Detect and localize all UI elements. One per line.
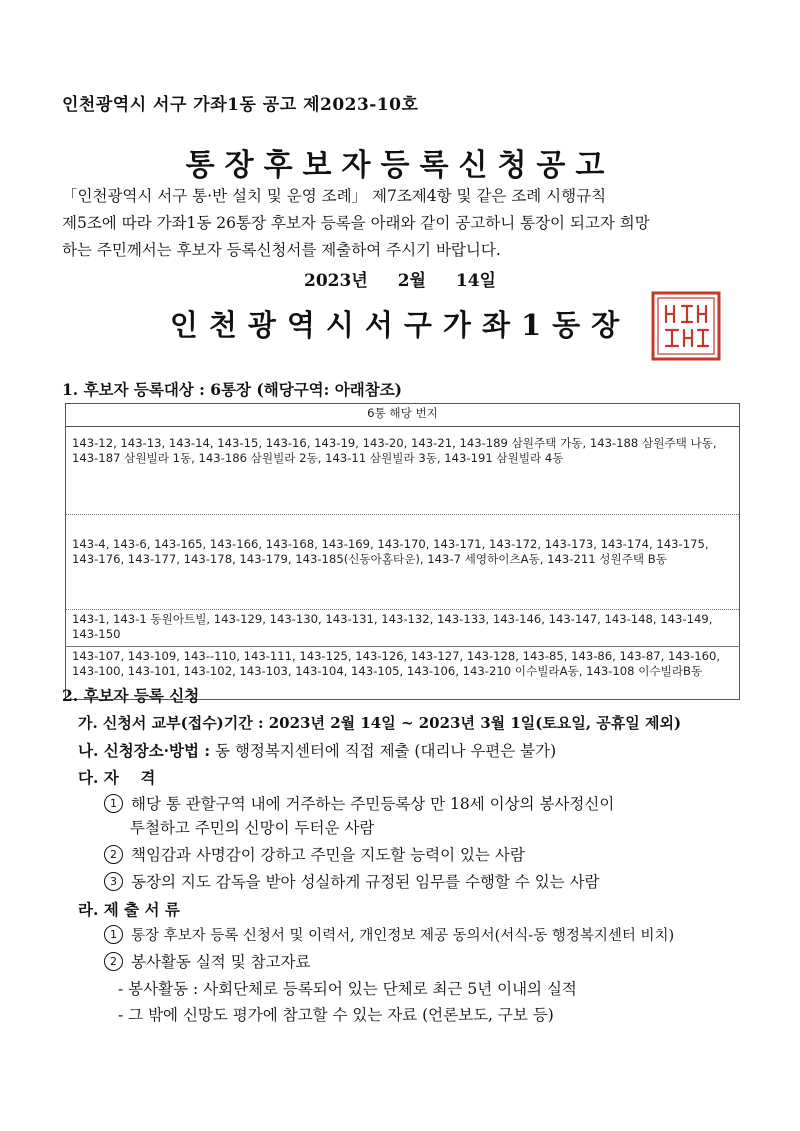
- document-text: 통장 후보자 등록 신청서 및 이력서, 개인정보 제공 동의서(서식-동 행정복지센터 비치): [131, 928, 675, 944]
- date-month: 2월: [397, 271, 426, 291]
- qualification-item: [104, 843, 525, 865]
- qualification-text: 동장의 지도 감독을 받아 성실하게 규정된 임무를 수행할 수 있는 사람: [131, 873, 600, 891]
- qualification-item: [104, 870, 600, 892]
- intro-line: 「인천광역시 서구 통·반 설치 및 운영 조례」 제7조제4항 및 같은 조례 시행규칙: [62, 187, 607, 205]
- area-table: [65, 403, 740, 700]
- document-subitem: - 봉사활동 : 사회단체로 등록되어 있는 단체로 최근 5년 이내의 실적: [118, 980, 577, 998]
- table-cell: 143-12, 143-13, 143-14, 143-15, 143-16, 143-19, 143-20, 143-21, 143-189 삼원주택 가동, 143-188 삼원주택 나동, 143-187 삼원빌라 1동, 143-186 삼원빌라 2동, 143-11 삼원빌라 3동, 143-191 삼원빌라 4동: [72, 436, 717, 465]
- intro-line: 하는 주민께서는 후보자 등록신청서를 제출하여 주시기 바랍니다.: [62, 241, 501, 259]
- table-cell: 143-4, 143-6, 143-165, 143-166, 143-168, 143-169, 143-170, 143-171, 143-172, 143-173, 143-174, 143-175, 143-176, 143-177, 143-178, 143-179, 143-185(신동아홈타운), 143-7 세영하이츠A동, 143-211 성원주택 B동: [66, 515, 740, 610]
- qualification-text: 책임감과 사명감이 강하고 주민을 지도할 능력이 있는 사람: [131, 846, 525, 864]
- document-subitem: - 그 밖에 신망도 평가에 참고할 수 있는 자료 (언론보도, 구보 등): [118, 1006, 554, 1024]
- table-cell: 143-107, 143-109, 143--110, 143-111, 143-125, 143-126, 143-127, 143-128, 143-85, 143-86, 143-87, 143-160, 143-100, 143-101, 143-102, 143-103, 143-104, 143-105, 143-106, 143-210 이수빌라A동, 143-108 이수빌라B동: [66, 647, 740, 700]
- notice-date: [0, 266, 800, 291]
- intro-paragraph: [62, 183, 762, 264]
- qualification-item: [104, 792, 614, 814]
- section1-heading: 1. 후보자 등록대상 : 6통장 (해당구역: 아래참조): [62, 380, 402, 399]
- date-year: 2023년: [304, 271, 368, 291]
- qualification-text: 해당 통 관할구역 내에 거주하는 주민등록상 만 18세 이상의 봉사정신이: [131, 795, 615, 813]
- official-seal-icon: [650, 290, 722, 362]
- intro-line: 제5조에 따라 가좌1동 26통장 후보자 등록을 아래와 같이 공고하니 통장이 되고자 희망: [62, 214, 650, 232]
- place-label: 나. 신청장소·방법 :: [78, 741, 211, 760]
- document-item: [104, 950, 311, 972]
- table-header: 6통 해당 번지: [66, 404, 740, 427]
- table-cell: 143-1, 143-1 동원아트빌, 143-129, 143-130, 143-131, 143-132, 143-133, 143-146, 143-147, 143-148, 143-149, 143-150: [66, 610, 740, 647]
- place-text: 동 행정복지센터에 직접 제출 (대리나 우편은 불가): [210, 742, 557, 760]
- table-row: [66, 610, 740, 647]
- date-day: 14일: [455, 271, 496, 291]
- page-title: 통장후보자등록신청공고: [185, 148, 615, 183]
- application-period: 가. 신청서 교부(접수)기간 : 2023년 2월 14일 ~ 2023년 3월 1일(토요일, 공휴일 제외): [78, 714, 682, 732]
- application-place: [78, 739, 556, 761]
- qualification-text-cont: 투철하고 주민의 신망이 두터운 사람: [130, 819, 375, 837]
- circled-number: 2: [104, 845, 123, 864]
- qualification-heading: 다. 자 격: [78, 768, 156, 787]
- document-text: 봉사활동 실적 및 참고자료: [131, 953, 311, 971]
- issuer-name: 인천광역시서구가좌1동장: [169, 308, 631, 342]
- table-row: [66, 515, 740, 610]
- section2-heading: 2. 후보자 등록 신청: [62, 686, 200, 705]
- circled-number: 3: [104, 872, 123, 891]
- notice-number: 인천광역시 서구 가좌1동 공고 제2023-10호: [62, 95, 419, 115]
- circled-number: 1: [104, 925, 123, 944]
- circled-number: 1: [104, 794, 123, 813]
- circled-number: 2: [104, 952, 123, 971]
- documents-heading: 라. 제 출 서 류: [78, 900, 180, 919]
- table-row: [66, 427, 740, 515]
- document-item: [104, 924, 674, 945]
